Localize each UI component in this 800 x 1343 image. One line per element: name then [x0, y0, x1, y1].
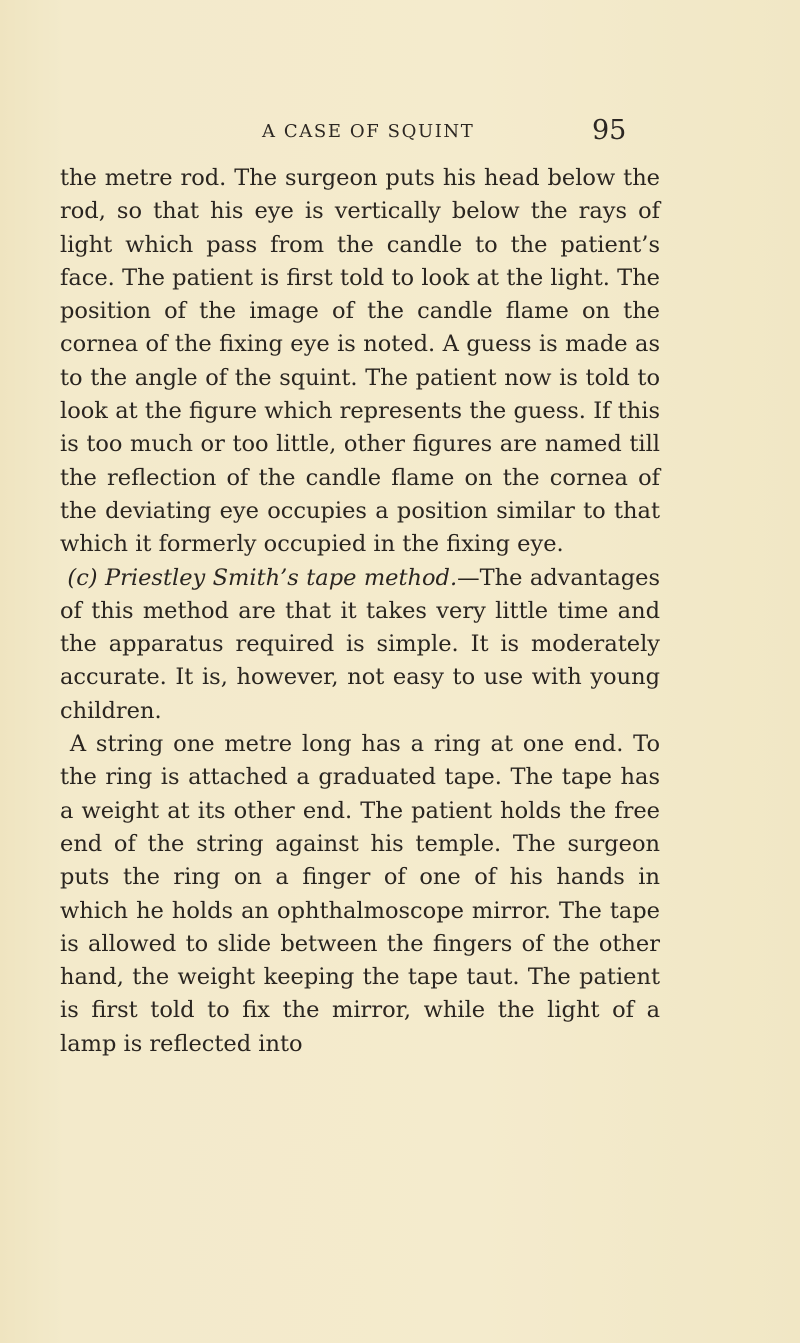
- page-number: 95: [592, 115, 627, 146]
- section-label: (c): [67, 564, 98, 591]
- paragraph-2-text: —The advantages of this method are that it takes very little time and the apparatus required is simple. It is moderately accurate. It is, however, not easy to use with young children.: [60, 564, 661, 724]
- section-title: Priestley Smith’s tape method.: [105, 564, 458, 591]
- body-text: [60, 162, 660, 1061]
- paragraph-2: [60, 562, 660, 728]
- paragraph-3-text: A string one metre long has a ring at one end. To the ring is attached a graduated tape. The tape has a weight at its other end. The patient holds the free end of the string against his temple. The surgeon puts the ring on a finger of one of his hands in which he holds an ophthalmoscope mirror. The tape is allowed to slide between the fingers of the other hand, the weight keeping the tape taut. The patient is first told to fix the mirror, while the light of a lamp is reflected into: [60, 731, 660, 1057]
- running-header: [0, 115, 800, 151]
- running-title: A CASE OF SQUINT: [262, 121, 475, 142]
- paragraph-3: [60, 728, 660, 1061]
- paragraph-1: the metre rod. The surgeon puts his head below the rod, so that his eye is vertically below the rays of light which pass from the candle to the patient’s face. The patient is first told to look at the light. The position of the image of the candle flame on the cornea of the fixing eye is noted. A guess is made as to the angle of the squint. The patient now is told to look at the figure which represents the guess. If this is too much or too little, other figures are named till the reflection of the candle flame on the cornea of the deviating eye occupies a position similar to that which it formerly occupied in the fixing eye.: [60, 165, 660, 558]
